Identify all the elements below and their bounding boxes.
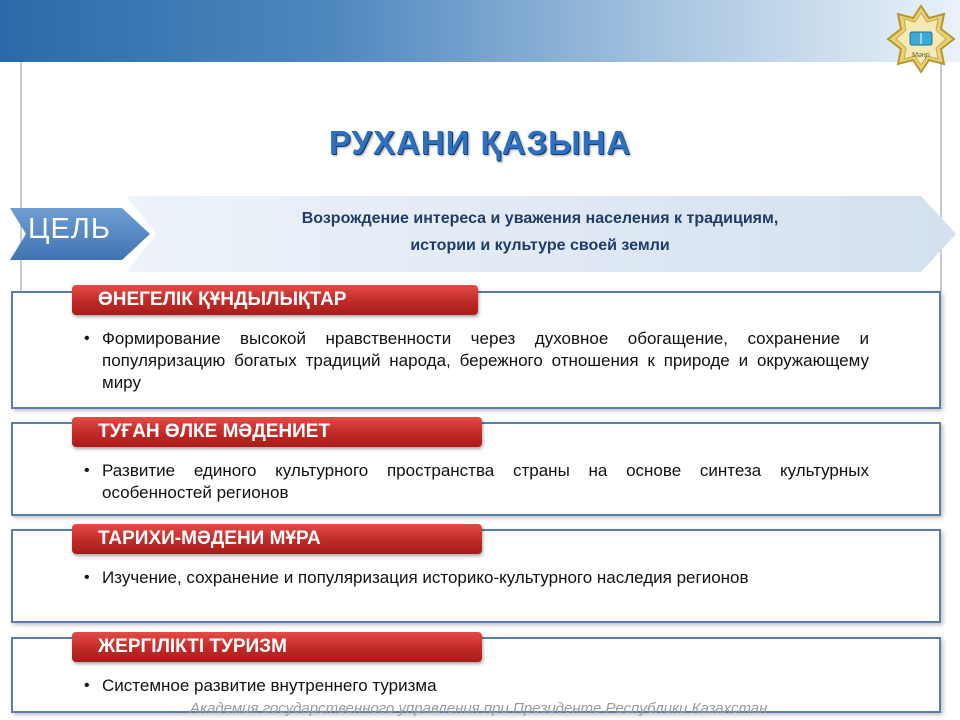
section-body-2: Развитие единого культурного пространства страны на основе синтеза культурных особенностей регионов <box>102 461 869 502</box>
section-text-4 <box>84 675 869 697</box>
goal-line-1: Возрождение интереса и уважения населения к традициям, <box>301 210 779 227</box>
section-heading-2: ТУҒАН ӨЛКЕ МӘДЕНИЕТ <box>72 417 482 447</box>
section-heading-3: ТАРИХИ-МӘДЕНИ МҰРА <box>72 524 482 554</box>
goal-line-2: истории и культуре своей земли <box>410 237 670 254</box>
bullet-icon: • <box>84 330 90 347</box>
bullet-icon: • <box>84 677 90 694</box>
section-heading-1: ӨНЕГЕЛІК ҚҰНДЫЛЫҚТАР <box>72 285 478 315</box>
bullet-icon: • <box>84 462 90 479</box>
section-body-3: Изучение, сохранение и популяризация историко-культурного наследия регионов <box>102 568 749 587</box>
section-text-2 <box>84 460 869 504</box>
goal-label: ЦЕЛЬ <box>28 213 111 245</box>
section-body-1: Формирование высокой нравственности через духовное обогащение, сохранение и популяризацию богатых традиций народа, бережного отношения к природе и окружающему миру <box>102 329 869 392</box>
page-title: РУХАНИ ҚАЗЫНА <box>328 124 632 161</box>
section-text-1 <box>84 328 869 394</box>
section-heading-4: ЖЕРГІЛІКТІ ТУРИЗМ <box>72 632 482 662</box>
goal-description <box>200 205 880 259</box>
section-body-4: Системное развитие внутреннего туризма <box>102 676 437 695</box>
top-header-bar <box>0 0 960 62</box>
badge-label: Мәңгі <box>912 52 930 59</box>
section-text-3 <box>84 567 869 589</box>
bullet-icon: • <box>84 569 90 586</box>
footer-academy-text: Академия государственного управления при Президенте Республики Казахстан <box>190 700 768 717</box>
emblem-badge-icon <box>886 4 956 74</box>
